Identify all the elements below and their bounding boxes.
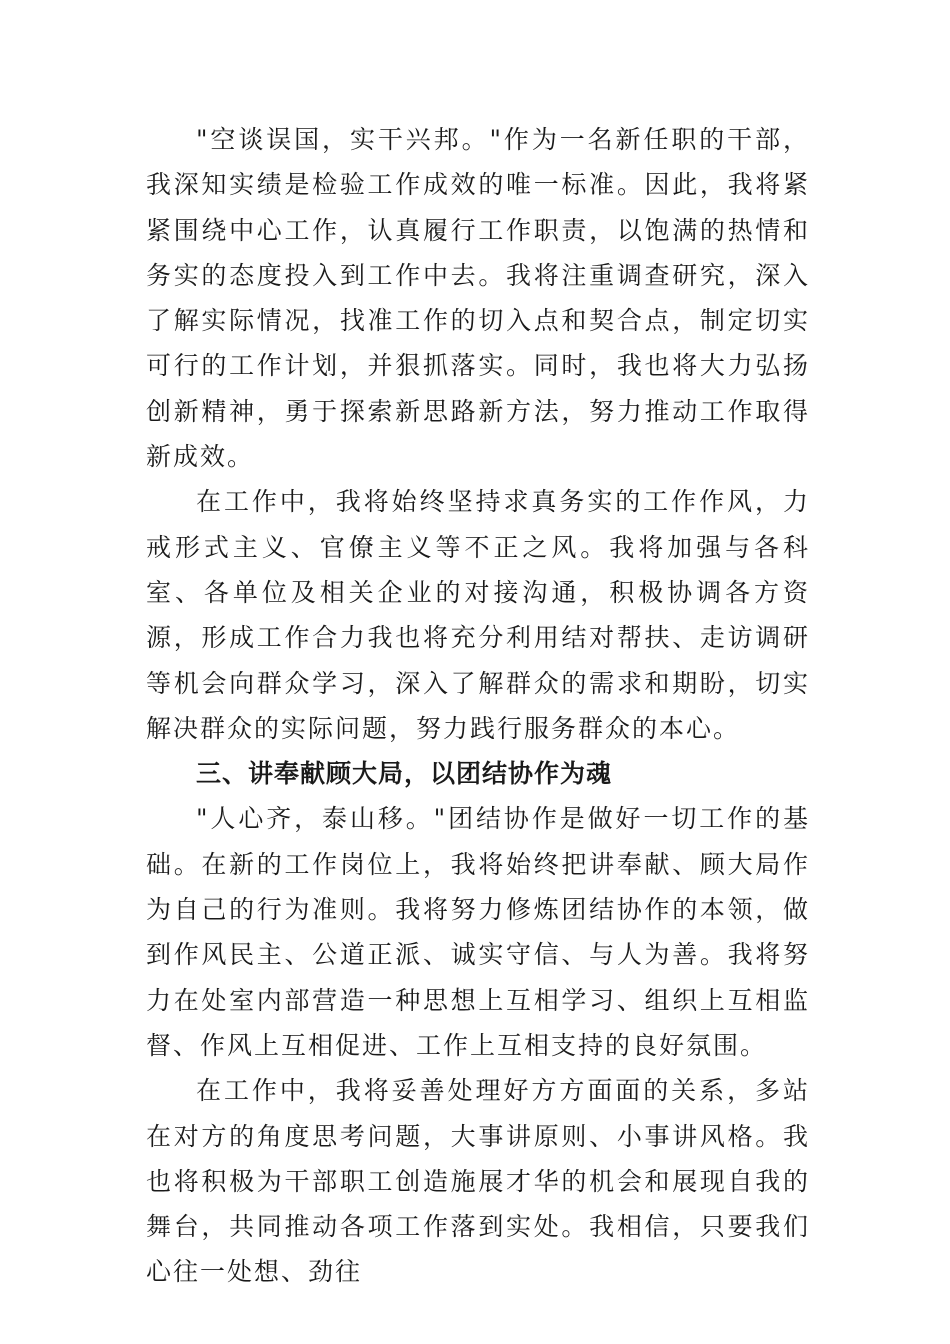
paragraph-practical-work: "空谈误国，实干兴邦。"作为一名新任职的干部，我深知实绩是检验工作成效的唯一标准。因此，我将紧紧围绕中心工作，认真履行工作职责，以饱满的热情和务实的态度投入到工作中去。我将注重调查研究，深入了解实际情况，找准工作的切入点和契合点，制定切实可行的工作计划，并狠抓落实。同时，我也将大力弘扬创新精神，勇于探索新思路新方法，努力推动工作取得新成效。 bbox=[146, 125, 810, 472]
section-heading-three: 三、讲奉献顾大局，以团结协作为魂 bbox=[196, 759, 613, 789]
document-body bbox=[146, 117, 810, 1295]
paragraph-relationships: 在工作中，我将妥善处理好方方面面的关系，多站在对方的角度思考问题，大事讲原则、小事讲风格。我也将积极为干部职工创造施展才华的机会和展现自我的舞台，共同推动各项工作落到实处。我相信，只要我们心往一处想、劲往 bbox=[146, 1076, 810, 1287]
paragraph-work-style: 在工作中，我将始终坚持求真务实的工作作风，力戒形式主义、官僚主义等不正之风。我将加强与各科室、各单位及相关企业的对接沟通，积极协调各方资源，形成工作合力我也将充分利用结对帮扶、走访调研等机会向群众学习，深入了解群众的需求和期盼，切实解决群众的实际问题，努力践行服务群众的本心。 bbox=[146, 487, 810, 743]
paragraph-teamwork: "人心齐，泰山移。"团结协作是做好一切工作的基础。在新的工作岗位上，我将始终把讲奉献、顾大局作为自己的行为准则。我将努力修炼团结协作的本领，做到作风民主、公道正派、诚实守信、与人为善。我将努力在处室内部营造一种思想上互相学习、组织上互相监督、作风上互相促进、工作上互相支持的良好氛围。 bbox=[146, 804, 810, 1060]
